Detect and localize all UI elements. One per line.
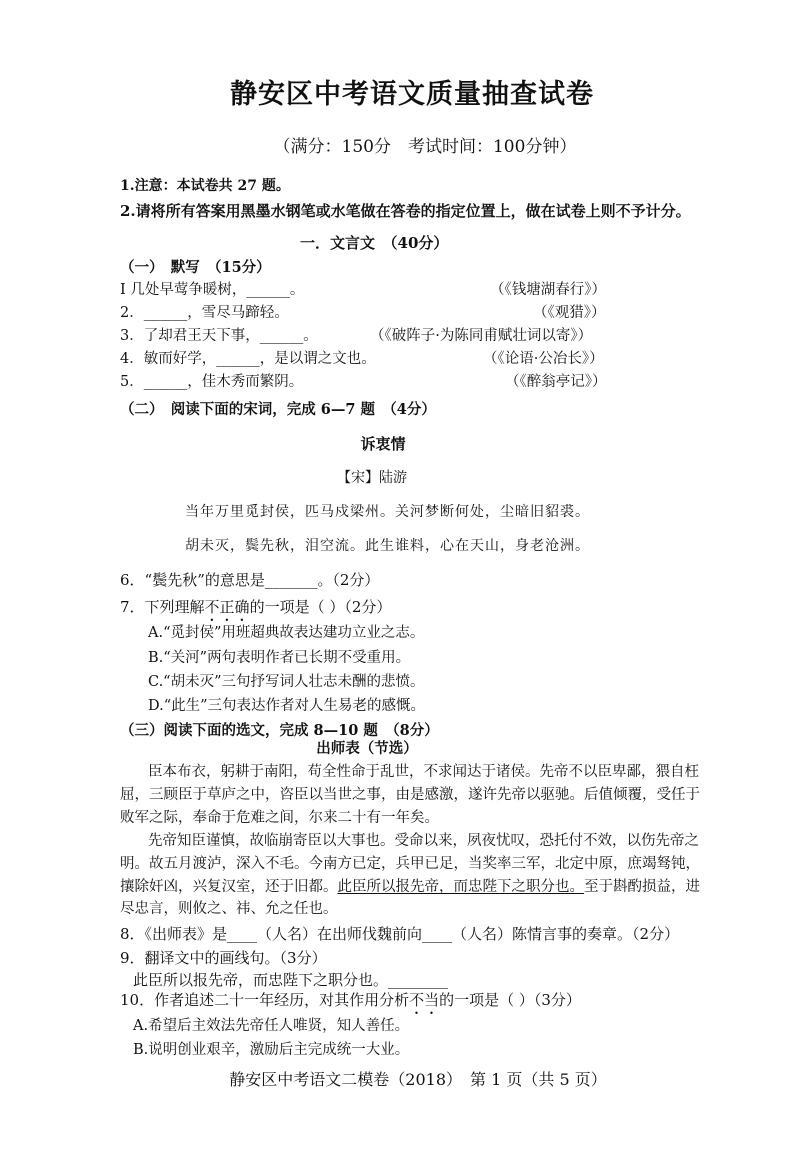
note-1: 1.注意：本试卷共 27 题。 — [120, 178, 290, 194]
dictation-source-5: （《醉翁亭记》） — [505, 374, 607, 390]
page-subtitle: （满分：150分 考试时间：100分钟） — [273, 137, 577, 157]
q7-option-d: D.“此生”三句表达作者对人生易老的感慨。 — [148, 698, 426, 714]
passage-para2-line1: 先帝知臣谨慎，故临崩寄臣以大事也。受命以来，夙夜忧叹，恐托付不效，以伤先帝之 — [148, 833, 699, 849]
dictation-source-3: （《破阵子·为陈同甫赋壮词以寄》） — [370, 328, 593, 344]
passage-line3-pre: 攘除奸凶，兴复汉室，还于旧都。 — [120, 879, 338, 895]
part3-heading: （三）阅读下面的选文，完成 8—10 题 （8分） — [120, 722, 439, 739]
page-title: 静安区中考语文质量抽查试卷 — [230, 79, 594, 110]
dictation-item-4: 4．敏而好学，______，是以谓之文也。 — [120, 351, 376, 367]
section-heading: 一．文言文 （40分） — [300, 234, 449, 252]
question-10-emphasis: 不当 — [409, 991, 440, 1009]
question-7-pre: 7．下列理解 — [120, 598, 205, 616]
page-footer: 静安区中考语文二模卷（2018） 第 1 页（共 5 页） — [229, 1070, 607, 1089]
dictation-item-3: 3．了却君王天下事，______。 — [120, 328, 318, 344]
question-10-pre: 10．作者追述二十一年经历，对其作用分析 — [120, 991, 410, 1009]
poem-line-2: 胡未灭，鬓先秋，泪空流。此生谁料，心在天山，身老沧洲。 — [185, 538, 590, 554]
passage-title: 出师表（节选） — [316, 740, 418, 757]
dictation-item-2: 2．______，雪尽马蹄轻。 — [120, 305, 289, 321]
passage-para1-line2: 屈，三顾臣于草庐之中，咨臣以当世之事，由是感激，遂许先帝以驱驰。后值倾覆，受任于 — [120, 787, 700, 803]
passage-para2-line4: 尽忠言，则攸之、祎、允之任也。 — [120, 901, 338, 917]
passage-para1-line1: 臣本布衣，躬耕于南阳，苟全性命于乱世，不求闻达于诸侯。先帝不以臣卑鄙，猥自枉 — [148, 764, 699, 780]
dictation-source-4: （《论语·公冶长》） — [483, 351, 604, 367]
dictation-item-5: 5．______，佳木秀而繁阴。 — [120, 374, 304, 390]
question-6: 6．“鬓先秋”的意思是_______。（2分） — [120, 571, 380, 589]
dictation-item-1: I 几处早莺争暖树，______。 — [120, 282, 305, 298]
passage-para2-line2: 明。故五月渡泸，深入不毛。今南方已定，兵甲已足，当奖率三军，北定中原，庶竭驽钝， — [120, 856, 700, 872]
question-9-sentence: 此臣所以报先帝，而忠陛下之职分也。________ — [133, 971, 449, 989]
question-9: 9．翻译文中的画线句。（3分） — [120, 949, 327, 967]
passage-para2-line3 — [120, 879, 700, 896]
question-10 — [120, 991, 581, 1018]
question-8: 8．《出师表》是____（人名）在出师伐魏前向____（人名）陈情言事的奏章。（2分） — [120, 925, 680, 943]
q7-option-b: B.“关河”两句表明作者已长期不受重用。 — [148, 650, 411, 666]
poem-title: 诉衷情 — [360, 435, 406, 453]
question-10-post: 的一项是（ ）（3分） — [439, 991, 581, 1009]
q7-option-c: C.“胡未灭”三句抒写词人壮志未酬的悲愤。 — [148, 674, 425, 690]
poem-author: 【宋】陆游 — [337, 470, 407, 486]
q7-option-a: A.“觅封侯”用班超典故表达建功立业之志。 — [148, 625, 425, 641]
dictation-source-2: （《观猎》） — [533, 305, 606, 321]
dictation-source-1: （《钱塘湖春行》） — [490, 282, 606, 298]
part1-heading: （一） 默写 （15分） — [120, 259, 271, 276]
passage-line3-post: 至于斟酌损益，进 — [584, 879, 700, 895]
passage-para1-line3: 败军之际，奉命于危难之间，尔来二十有一年矣。 — [120, 810, 439, 826]
question-7 — [120, 598, 391, 625]
question-7-emphasis: 不正确 — [204, 598, 250, 616]
q10-option-b: B.说明创业艰辛，激励后主完成统一大业。 — [133, 1042, 410, 1058]
underlined-sentence: 此臣所以报先帝，而忠陛下之职分也。 — [337, 879, 584, 895]
question-7-post: 的一项是（ ）（2分） — [249, 598, 392, 616]
poem-line-1: 当年万里觅封侯，匹马戍梁州。关河梦断何处，尘暗旧貂裘。 — [185, 504, 590, 520]
note-2: 2.请将所有答案用黑墨水钢笔或水笔做在答卷的指定位置上，做在试卷上则不予计分。 — [120, 202, 691, 220]
part2-heading: （二） 阅读下面的宋词，完成 6—7 题 （4分） — [120, 401, 436, 418]
q10-option-a: A.希望后主效法先帝任人唯贤，知人善任。 — [133, 1018, 410, 1034]
